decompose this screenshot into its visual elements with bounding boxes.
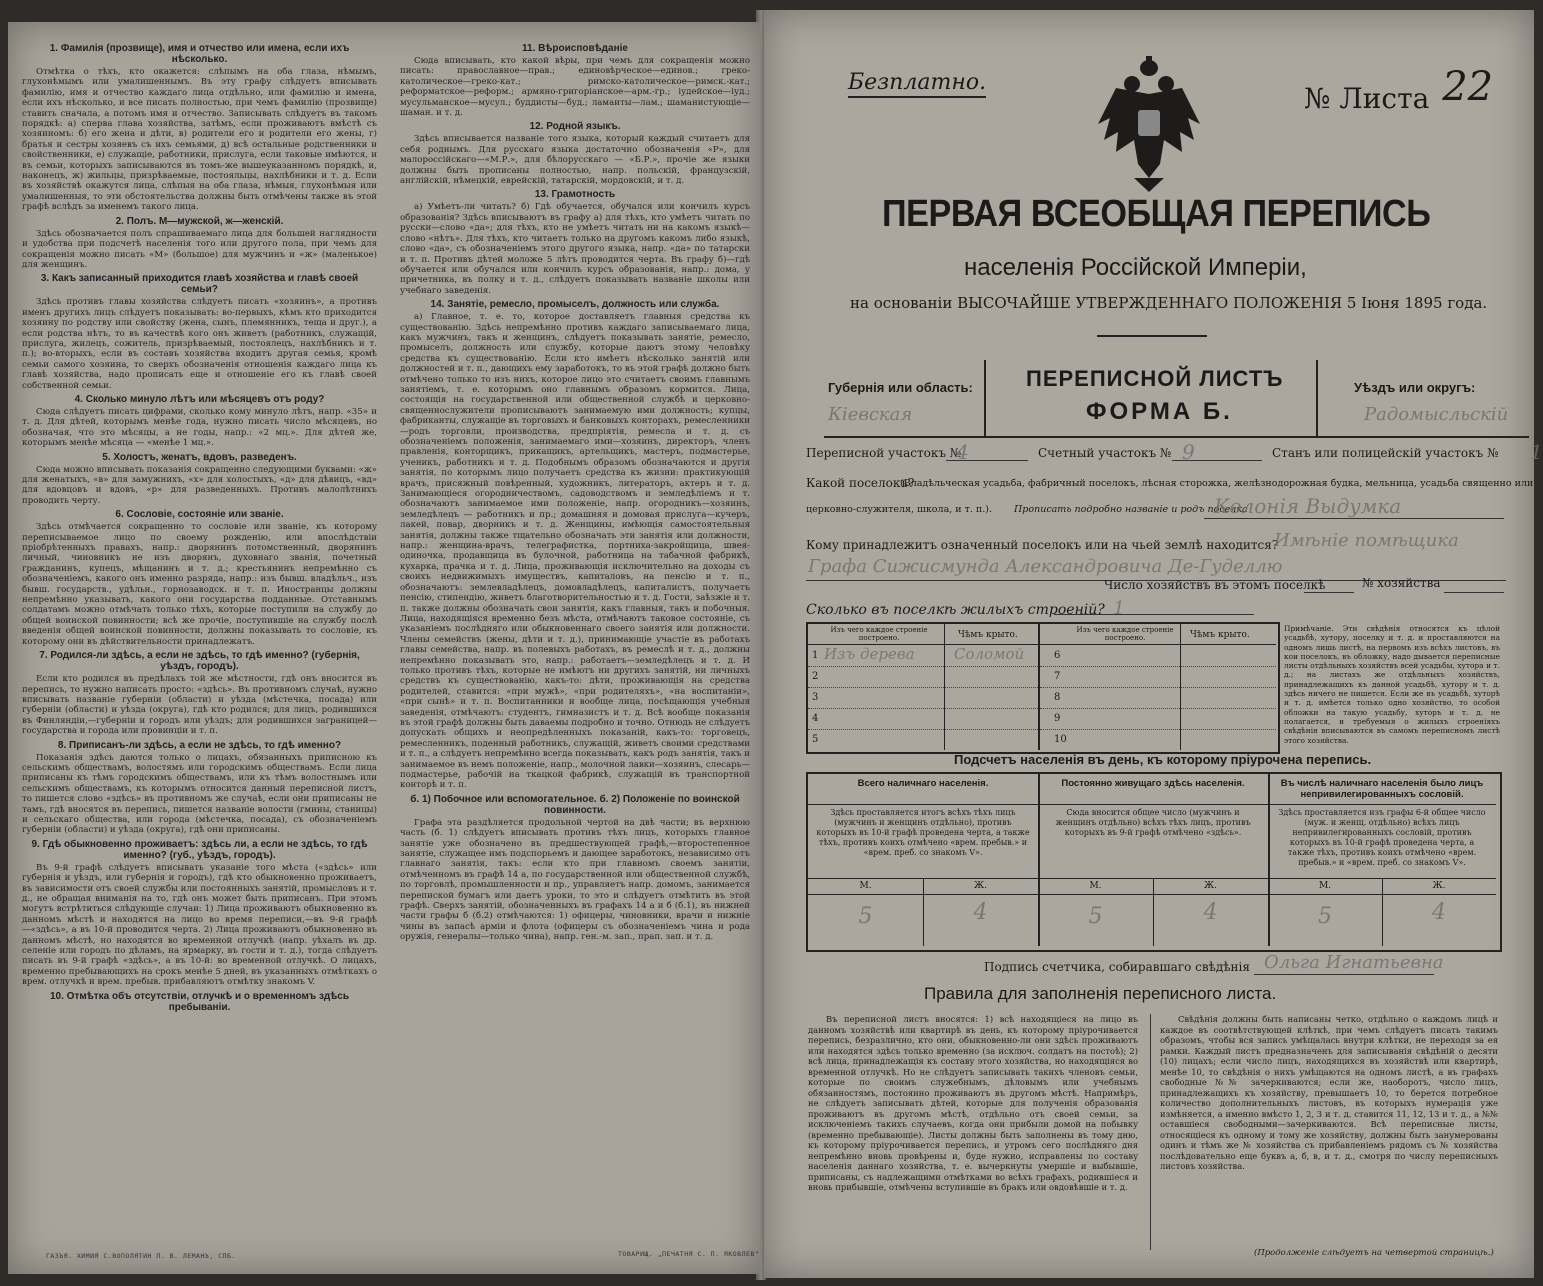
building-material: Изъ дерева <box>824 645 915 663</box>
count-area-value: 9 <box>1182 440 1195 464</box>
population-count-table <box>806 772 1502 952</box>
buildings-note: Примѣчаніе. Эти свѣдѣнія относятся къ цѣлой усадьбѣ, хутору, поселку и т. д. и проставляются на одномъ лишь листѣ, на первомъ изъ всѣхъ листовъ, въ кои поселокъ, въ обложку, надо дывается переписные листы отдѣльныхъ хозяйствъ всей усадьбы, хутора и т. д.; на листахъ же отдѣльныхъ хозяйствъ, принадлежащихъ къ данной усадьбѣ, хутору и т. д. здѣсь ничего не пишется. Если же въ усадьбѣ, хуторѣ и т. д. имѣется только одно хозяйство, то особой обложки на такую усадьбу, хуторъ и т. д. не полагается, и требуемыя о жилыхъ строеніяхъ свѣдѣнія вписываются въ самомъ переписномъ листѣ этого хозяйства. <box>1284 624 1500 745</box>
count-female-label: Ж. <box>1432 881 1446 891</box>
building-row <box>808 729 1038 750</box>
printer-imprint-left: ГАЗЪЯ. ХИМИЯ С.ВОПОЛЯТИН П. В. ЛЕМАНЪ, СПБ. <box>46 1252 236 1260</box>
rules-right-column: Свѣдѣнія должны быть написаны четко, отдѣльно о каждомъ лицѣ и каждое въ соотвѣтствующей клѣткѣ, при чемъ слѣдуетъ писать такимъ образомъ, чтобы вся запись умѣщалась внутри клѣтки, не переходя за ея рамки. Каждый листъ предназначенъ для записыванія свѣдѣній о десяти (10) лицахъ; если число лицъ, находящихся въ хозяйствѣ или квартирѣ, менѣе 10, то свѣдѣнія о нихъ умѣщаются на одномъ листѣ, а въ графахъ свободные №№ зачеркиваются; если же, наоборотъ, число лицъ, принадлежащихъ къ хозяйству, превышаетъ 10, то берется потребное количество дополнительныхъ листовъ, въ которыхъ нумерація уже измѣняется, а именно вмѣсто 1, 2, 3 и т. д. ставится 11, 12, 13 и т. д., а №№ оставшіеся свободными—зачеркиваются. Всѣ переписные листы, относящіеся къ одному и тому же хозяйству, должны быть занумерованы одинъ и тѣмъ же № хозяйства съ прибавленіемъ рядомъ съ № хозяйства послѣдовательно еще буквъ а, б, в, и т. д., смотря по числу переписныхъ листовъ хозяйства. <box>1160 1014 1498 1171</box>
left-section-title: 5. Холостъ, женатъ, вдовъ, разведенъ. <box>102 451 297 463</box>
buildings-label: Сколько въ поселкѣ жилыхъ строеній? 1 <box>806 598 1125 619</box>
building-row <box>808 666 1038 688</box>
left-section-text: Показанія здѣсь даются только о лицахъ, обязанныхъ приписною къ сельскимъ обществамъ, волостямъ или городскимъ обществамъ. Если лица приписаны къ тѣмъ городскимъ обществамъ, или къ тѣмъ волостнымъ или сельскимъ обществамъ, къ которымъ относится данный переписной листъ, то пишется слово «здѣсь» въ противномъ же случаѣ, если они приписаны не тамъ, гдѣ вносятся въ перепись, пишется названіе волости (гмины, станицы) и сельскаго общества, или города (мѣстечка, посада), съ обозначеніемъ губерніи (области) и уѣзда (округа), гдѣ они приписаны. <box>22 752 377 836</box>
census-area-value: 4 <box>956 440 969 464</box>
settlement-value: Колонія Выдумка <box>1214 494 1402 518</box>
count-female-value: 4 <box>1203 900 1218 925</box>
building-row <box>1040 666 1276 688</box>
owner-value-2: Графа Сижисмунда Александровича Де-Гуделлю <box>808 556 1283 577</box>
mid-section-title: 14. Занятіе, ремесло, промыселъ, должность или служба. <box>430 299 720 311</box>
census-area-row <box>806 440 1543 468</box>
count-male-label: М. <box>1089 881 1102 891</box>
count-female-label: Ж. <box>1204 881 1217 891</box>
rules-divider <box>1150 1014 1151 1250</box>
printer-imprint-right: ТОВАРИЩ. „ПЕЧАТНЯ С. П. ЯКОВЛЕВ" <box>618 1250 760 1258</box>
left-section-text: Въ 9-й графѣ слѣдуетъ вписывать указаніе того мѣста («здѣсь» или губернія и уѣздъ, или губернія и городъ), гдѣ кто обыкновенно проживаетъ, въ зависимости отъ своей службы или постоянныхъ занятій, промысловъ и т. д., не обращая вниманія на то, гдѣ онъ может быть приписанъ. При этомъ могутъ встрѣтиться слѣдующіе случаи: 1) Лица проживаютъ обыкновенно въ данномъ мѣстѣ и находятся на лицо во время переписи,—въ 9-й графѣ—«здѣсь», а въ 10-й проводится черта. 2) Лица проживаютъ обыкновенно въ данномъ мѣстѣ, но находятся во временной отлучкѣ (напр. уѣхалъ въ др. селеніе или городъ по дѣламъ, на ярмарку, въ гости и т. д.), тогда слѣдуетъ писать въ 9-й графѣ «здѣсь», а въ 10-й: во временной отлучкѣ. О лицахъ, временно пребывающихъ на срокъ менѣе 5 дней, въ указанныхъ отмѣткахъ о врем. отлучкѣ и врем. пребыв. прибавляютъ отмѣтку знакомъ V. <box>22 862 377 988</box>
count-female-label: Ж. <box>974 881 987 891</box>
instructions-column-left <box>22 40 377 1240</box>
free-label: Безплатно. <box>848 70 986 98</box>
form-title: ПЕРЕПИСНОЙ ЛИСТЪ <box>1026 366 1284 391</box>
mid-section-text: а) Умѣетъ-ли читать? б) Гдѣ обучается, обучался или кончилъ курсъ образованія? Здѣсь вписываютъ въ графу а) для тѣхъ, кто умѣетъ читать по русски—слово «да»; для тѣхъ, кто не умѣетъ читать ни на какомъ языкѣ—слово «нѣтъ». Для тѣхъ, кто читаетъ только на другомъ какомъ либо языкѣ, слово «да», съ обозначеніемъ этого другого языка, напр. «да» по татарски и т. п. Противъ дѣтей моложе 5 лѣтъ проводится черта. Въ графу б)—гдѣ обучается или обучался или кончилъ курсъ образованія, напр.: дома, у причетника, въ полку и т. д., слѣдуетъ показывать названіе школы или учебнаго заведенія. <box>400 202 750 296</box>
building-row-number: 4 <box>812 713 819 724</box>
census-area-label: Переписной участокъ № <box>806 446 962 460</box>
mid-section-text: Здѣсь вписывается названіе того языка, который каждый считаетъ для себя роднымъ. Для русскаго языка достаточно обозначенія «Р», для малороссійскаго—«М.Р.», для бѣлорусскаго — «Б.Р.», прочіе же языки должны быть прописаны полностью, напр. польскій, французскій, англійскій, нѣмецкій, еврейскій, татарскій, мордовскій, и т. д. <box>400 134 750 187</box>
building-row-number: 9 <box>1054 713 1061 724</box>
count-column-desc: Здѣсь проставляется изъ графы 6-й общее число (муж. и женщ. отдѣльно) всѣхъ лицъ непривилегированныхъ сословій, противъ которыхъ въ 10-й графѣ проведена черта, а также тѣхъ, противъ коихъ отмѣчено «врем. пребыв.» и «врем. преб. со знакомъ V». <box>1278 808 1486 867</box>
buildings-table <box>806 622 1280 754</box>
building-row <box>1040 708 1276 730</box>
left-page <box>8 22 760 1274</box>
owner-value-1: Имѣніе помѣщика <box>1274 530 1459 551</box>
imperial-eagle-emblem <box>1094 54 1204 194</box>
rules-title: Правила для заполненія переписного листа. <box>924 984 1277 1003</box>
left-section-title: 1. Фамилія (прозвище), имя и отчество или имена, если ихъ нѣсколько. <box>49 43 350 65</box>
form-code: ФОРМА Б. <box>1086 398 1233 425</box>
count-male-label: М. <box>859 881 872 891</box>
form-header-box <box>804 360 1534 440</box>
rules-left-column: Въ переписной листъ вносятся: 1) всѣ находящіеся на лицо въ данномъ хозяйствѣ или квартирѣ въ день, къ которому пріурочивается перепись, безразлично, кто они, обыкновенно-ли они здѣсь проживаютъ или находятся здѣсь только временно (за исключ. солдатъ на постоѣ); 2) всѣ лица, принадлежащія къ составу этого хозяйства, но находящіяся во временной отлучкѣ. Но не слѣдуетъ записывать такихъ членовъ семьи, которые по своимъ служебнымъ, дѣловымъ или учебнымъ обязанностямъ, постоянно проживаютъ въ другомъ мѣстѣ. Напримѣръ, не слѣдуетъ записывать дѣтей, которые для полученія образованія проживаютъ въ другомъ мѣстѣ, отдѣльно отъ своей семьи, за исключеніемъ такихъ случаевъ, когда они прибыли домой на побывку (временно пребывающіе). Листы должны быть заполнены въ тому дню, къ которому пріурочивается перепись, и утромъ сего послѣдняго дня непремѣнно вновь провѣрены и, буде нужно, исправлены по составу населенія даннаго хозяйства, т. е. вычеркнуты умершіе и выбывшіе, приписаны, съ надлежащими отмѣтками во всѣхъ графахъ, родившіеся и вновь прибывшіе, отмѣчены вступившіе въ бракъ или овдовѣвшіе и т. д. <box>808 1014 1138 1192</box>
section-10-title: 10. Отмѣтка объ отсутствіи, отлучкѣ и о временномъ здѣсь пребываніи. <box>49 990 350 1013</box>
building-row-number: 1 <box>812 650 819 661</box>
continued-note: (Продолженіе слѣдуетъ на четвертой страницѣ.) <box>1254 1248 1494 1258</box>
count-column <box>1268 774 1496 946</box>
left-section-text: Здѣсь противъ главы хозяйства слѣдуетъ писать «хозяинъ», а противъ именъ другихъ лицъ слѣдуетъ показывать: во-первыхъ, кѣмъ кто приходится хозяину по родству или свойству (жена, сынъ, племянникъ, теща и друг.), а если родства нѣтъ, то въ качествѣ кого онъ живетъ (работникъ, служащій, прислуга, жилецъ, сожитель, призрѣваемый, постоялецъ, нахлѣбникъ и т. п.); во-вторыхъ, если въ составъ хозяйства входитъ другая семья, кромѣ семьи самого хозяина, то сверхъ обозначенія отношенія каждаго лица къ главѣ хозяйства, надо прописать еще и отношеніе его къ главѣ своей собственной семьи. <box>22 297 377 391</box>
bt-head-roof-left: Чѣмъ крыто. <box>958 630 1018 640</box>
households-label: Число хозяйствъ въ этомъ поселкѣ <box>1104 578 1326 592</box>
province-value: Кіевская <box>828 404 913 425</box>
bt-head-roof-right: Чѣмъ крыто. <box>1190 630 1250 640</box>
building-row-number: 7 <box>1054 671 1061 682</box>
count-male-value: 5 <box>1088 904 1103 929</box>
title-rule <box>1097 335 1207 337</box>
settlement-hint-1: (Владѣльческая усадьба, фабричный поселокъ, лѣсная сторожка, желѣзнодорожная будка, мельница, усадьба священно или <box>900 478 1534 489</box>
sheet-number-handwritten: 22 <box>1442 64 1494 110</box>
police-label: Станъ или полицейскій участокъ № <box>1272 446 1499 460</box>
mid-section-text: Сюда вписывать, кто какой вѣры, при чемъ для сокращенія можно писать: православное—прав.; единовѣрческое—единов.; греко-католическое—греко-кат.; римско-католическое—римск.-кат.; реформатское—реформ.; армяно-григоріанское—арм.-гр.; іудейское—іуд.; мусульманское—мусул.; буддисты—буд.; ламаиты—лам.; шаманистующіе—шаман. и т. д. <box>400 56 750 119</box>
building-row-number: 6 <box>1054 650 1061 661</box>
left-section-title: 4. Сколько минуло лѣтъ или мѣсяцевъ отъ роду? <box>74 393 325 405</box>
counter-signature-label: Подпись счетчика, собиравшаго свѣдѣнія <box>984 960 1250 974</box>
building-row <box>808 687 1038 709</box>
count-male-value: 5 <box>858 904 873 929</box>
left-section-title: 8. Приписанъ-ли здѣсь, а если не здѣсь, то гдѣ именно? <box>57 739 342 751</box>
mid-section-title: 11. Вѣроисповѣданіе <box>522 43 628 54</box>
mid-section-title: б. 1) Побочное или вспомогательное. б. 2) Положеніе по воинской повинности. <box>410 793 740 816</box>
count-male-value: 5 <box>1318 904 1332 929</box>
building-row-number: 10 <box>1054 734 1067 745</box>
left-section-title: 7. Родился-ли здѣсь, а если не здѣсь, то гдѣ именно? (губернія, уѣздъ, городъ). <box>39 650 360 673</box>
left-section-text: Сюда можно вписывать показанія сокращенно следующими буквами: «ж» для женатыхъ, «в» для замужнихъ, «х» для холостыхъ, «д» для дѣвицъ, «вд» для вдовцовъ и вдовъ, «р» для разведенныхъ. Противъ малолѣтнихъ проводить черту. <box>22 464 377 506</box>
count-male-label: М. <box>1318 881 1332 891</box>
left-section-title: 9. Гдѣ обыкновенно проживаетъ: здѣсь ли, а если не здѣсь, то гдѣ именно? (губ., уѣздъ, городъ). <box>31 838 368 861</box>
mid-section-text: а) Главное, т. е. то, которое доставляетъ главныя средства къ существованію. Здѣсь непремѣнно противъ каждаго записываемаго лица, какъ мужчинъ, такъ и женщинъ, слѣдуетъ показывать занятіе, ремесло, промыселъ, должность или службу, которые даютъ этому человѣку средства къ существованію. Если кто имѣетъ нѣсколько занятій или должностей и т. п., дающихъ ему заработокъ, то въ этой графѣ должно быть отмѣчено только то изъ нихъ, которое лицо это считаетъ своимъ главнымъ занятіемъ, т. е. которымъ оно главнымъ образомъ кормится. Лица, состоящія на государственной или общественной службѣ и церковно-священнослужители прописываютъ занимаемую ими должность; купцы, фабриканты, служащіе въ торговыхъ и банковыхъ конторахъ, ремесленники—родъ торговли, производства, предпріятія, ремесла и т. д. съ обозначеніемъ положенія, занимаемаго ими—хозяинъ, директоръ, членъ правленія, конторщикъ, прикащикъ, артельщикъ, мастеръ, подмастерье, ученикъ, работникъ и т. д. Подобнымъ образомъ обозначаются и другія занятія, по которымъ лицо получаетъ средства къ жизни: практикующій врачъ, присяжный повѣренный, художникъ, литераторъ, актеръ и т. д. Занимающіеся огородничествомъ, садоводствомъ и земледѣліемъ и т. обозначаютъ занимаемое ими положеніе, напр. огородникъ—хозяинъ, земледѣлецъ — работникъ и пр.; домашняя и домовая прислуга—кучеръ, лакей, повар, дворникъ и т. д. Женщины, имѣющія самостоятельныя занятія, должны также тщательно обозначать эти занятія или должности, напр.: женщина-врачъ, телеграфистка, портниха-закройщица, швея-одиночка, продавщица въ булочной, работница на табачной фабрикѣ, кухарка, прачка и т. д. Лица, проживающія исключительно на доходы съ своихъ недвижимыхъ имуществъ, капиталовъ, на пенсію и т. п., обозначаютъ: землевладѣлецъ, домовладѣлецъ, капиталистъ, получаетъ пенсію, стипендію, живетъ благотворительностью и т. д. Гости, заѣзжіе и т. п. также должны обозначать свои занятія, какъ главныя, такъ и побочныя. Лица, находящіяся временно безъ мѣста, отмѣчаютъ таковое состояніе, съ указаніемъ послѣдняго или обыкновеннаго своего занятія или должности. Члены семействъ (жены, дѣти и т. д.), принимающіе участіе въ работахъ главы семейства, напр. въ полевыхъ работахъ, въ ремеслѣ и т. д., должны непремѣнно показывать это, напр.: работаетъ—земледѣлецъ и т. д. И только противъ тѣхъ, которые не имѣютъ ни другихъ занятій, ни личныхъ средствъ къ существованію, какъ-то: дѣти, проживающія на средства родителей, ставится: «при мужѣ», «при родителяхъ», «на воспитаніи», «при сынѣ» и т. п. Воспитанники и вообще лица, посѣщающія учебныя заведенія, отмѣчаютъ: студентъ, гимназистъ и т. д. Всѣ вообще показанія въ этой графѣ должны быть даваемы подробно и точно. Отнюдь не слѣдуетъ допускать общихъ и неопредѣленныхъ показаній, какъ-то: торговецъ, ремесленникъ, поденный работникъ, служащій, живетъ своими средствами и т. п., а слѣдуетъ непремѣнно всегда показывать, какъ родъ занятія, такъ и занимаемое въ немъ положеніе, напр., молочной лавки—хозяинъ, слесарь—подмастерье, рабочій на ткацкой фабрикѣ, служащій въ транспортной конторѣ и т. п. <box>400 312 750 791</box>
count-female-value: 4 <box>973 900 988 925</box>
count-area-label: Счетный участокъ № <box>1038 446 1172 460</box>
census-basis: на основаніи ВЫСОЧАЙШЕ УТВЕРЖДЕННАГО ПОЛОЖЕНІЯ 5 Іюня 1895 года. <box>850 294 1488 312</box>
police-value: 1 <box>1530 440 1543 464</box>
mid-section-title: 13. Грамотность <box>534 189 616 201</box>
building-row <box>1040 645 1276 667</box>
district-value: Радомысльскій <box>1364 404 1509 425</box>
count-column-desc: Сюда вносится общее число (мужчинъ и женщинъ отдѣльно) всѣхъ тѣхъ лицъ, противъ которыхъ въ 9-й графѣ отмѣчено «здѣсь». <box>1055 808 1251 837</box>
mid-section-title: 12. Родной языкъ. <box>529 121 621 133</box>
count-column <box>808 774 1040 946</box>
right-page <box>764 10 1543 1278</box>
count-column-desc: Здѣсь проставляется итогъ всѣхъ тѣхъ лицъ (мужчинъ и женщинъ отдѣльно), противъ которыхъ въ 10-й графѣ проведена черта, а также тѣхъ, противъ коихъ отмѣчено «врем. пребыв.» и «врем. преб. со знакомъ V». <box>816 808 1030 857</box>
settlement-hint-2: церковно-служителя, школа, и т. п.). <box>806 504 992 515</box>
count-column-head: Постоянно живущаго здѣсь населенія. <box>1061 778 1245 789</box>
building-row <box>808 645 1038 667</box>
left-section-title: 3. Какъ записанный приходится главѣ хозяйства и главѣ своей семьи? <box>40 273 359 296</box>
census-title: ПЕРВАЯ ВСЕОБЩАЯ ПЕРЕПИСЬ <box>882 193 1431 235</box>
settlement-label: Какой поселокъ? <box>806 476 915 490</box>
count-column-head: Въ числѣ наличнаго населенія было лицъ непривилегированныхъ сословій. <box>1280 778 1484 800</box>
sheet-number <box>1304 64 1494 118</box>
left-section-text: Здѣсь отмѣчается сокращенно то сословіе или званіе, къ которому переписываемое лицо по своему рожденію, или впослѣдствіи пріобрѣтенныхъ правахъ, напр.: дворянинъ потомственный, дворянинъ личный, чиновникъ не изъ дворянъ, духовнаго званія, почетный гражданинъ, купецъ, мѣщанинъ и т. д.; крестьянинъ непремѣнно съ обозначеніемъ, какого онъ именно разряда, напр.: изъ бывш. владѣльч., изъ бывш. государств., удѣльн., горнозаводск. и т. п. Иностранцы должны непремѣнно указывать, какого они государства подданные. Отставнымъ солдатамъ можно отмѣчать только тѣхъ, которые поступили на службу до общей воинской повинности; всѣ же прочіе, поступившіе на службу послѣ введенія общей воинской повинности, должны показывать то сословіе, къ которому они въ дѣйствительности принадлежатъ. <box>22 522 377 647</box>
left-section-text: Если кто родился въ предѣлахъ той же мѣстности, гдѣ онъ вносится въ перепись, то нужно написать просто: «здѣсь». Въ противномъ случаѣ, нужно вписывать названіе губерніи (области) и уѣзда (мѣстечка, посада) или губерніи (области) и уѣзда (округа), гдѣ кто родился; для лицъ, родившихся въ Финляндіи,—губерніи и городъ или уѣздъ; для родившихся заграницей—государства и города или провинціи и т. п. <box>22 674 377 737</box>
buildings-value: 1 <box>1113 598 1125 619</box>
instructions-column-right <box>400 40 750 1240</box>
province-label: Губернія или область: <box>828 380 973 395</box>
left-section-text: Сюда слѣдуетъ писать цифрами, сколько кому минуло лѣтъ, напр. «35» и т. д. Для дѣтей, которымъ менѣе года, нужно писать число мѣсяцевъ, но обозначая, что это мѣсяцы, а не годы, напр.: «2 мц.». Для дѣтей же, которымъ менѣе мѣсяца — «менѣе 1 мц.». <box>22 406 377 449</box>
building-row-number: 5 <box>812 734 819 745</box>
settlement-hint-3: Прописать подробно названіе и родъ поселка <box>1014 504 1248 515</box>
owner-label: Кому принадлежитъ означенный поселокъ или на чьей землѣ находится? <box>806 538 1279 552</box>
population-count-title: Подсчетъ населенія въ день, къ которому пріурочена перепись. <box>954 752 1372 767</box>
left-section-title: 6. Сословіе, состояніе или званіе. <box>115 509 284 521</box>
settlement-underline <box>1204 518 1504 519</box>
left-section-text: Здѣсь обозначается полъ спрашиваемаго лица для большей наглядности и удобства при подсчетѣ населенія того или другого пола, при чемъ для сокращенія можно писать «М» (большое) для мужчинъ и «ж» (маленькое) для женщинъ. <box>22 228 377 270</box>
mid-section-text: Графа эта раздѣляется продольной чертой на двѣ части; въ верхнюю часть (б. 1) слѣдуетъ вписывать противъ тѣхъ лицъ, которыхъ главное занятіе уже обозначено въ предшествующей графѣ,—второстепенное занятіе, служащее имъ подспорьемъ и дающее заработокъ, независимо отъ главнаго занятія, такъ: если кто при главномъ своемъ занятіи, отмѣченномъ въ графѣ 14 а, по государственной или общественной службѣ, по торговлѣ, промышленности и пр., управляетъ напр. домомъ, занимается перепиской бумагъ или даетъ уроки, то это и слѣдуетъ отмѣтить въ этой графѣ. Сверхъ занятій, обозначенныхъ въ графахъ 14 а и б (б.1), въ нижней части графы б (б.2) отмѣчаются: 1) офицеры, чиновники, врачи и нижніе чины въ запасѣ арміи и флота (офицеры съ обозначеніемъ чина и рода оружія, генералы—только чина), напр. ген.-м. зап., прап. зап. и т. д. <box>400 817 750 943</box>
building-row-number: 3 <box>812 692 819 703</box>
bt-head-material-left: Изъ чего каждое строеніе построено. <box>830 626 928 642</box>
form-title-box <box>984 360 1318 436</box>
count-column-head: Всего наличнаго населенія. <box>857 778 989 789</box>
counter-signature-value: Ольга Игнатьевна <box>1264 952 1444 973</box>
building-row <box>808 708 1038 730</box>
building-row-number: 8 <box>1054 692 1061 703</box>
count-column <box>1038 774 1270 946</box>
building-row <box>1040 729 1276 750</box>
building-row-number: 2 <box>812 671 819 682</box>
count-female-value: 4 <box>1432 900 1446 925</box>
district-label: Уѣздъ или округъ: <box>1354 380 1476 395</box>
sheet-number-label: № Листа <box>1304 82 1430 115</box>
census-subtitle: населенія Россійской Имперіи, <box>964 254 1307 281</box>
building-row <box>1040 687 1276 709</box>
left-section-title: 2. Полъ. М—мужской, ж—женскій. <box>115 215 284 227</box>
building-roof: Соломой <box>954 645 1025 663</box>
bt-head-material-right: Изъ чего каждое строеніе построено. <box>1076 626 1174 642</box>
left-section-text: Отмѣтка о тѣхъ, кто окажется: слѣпымъ на оба глаза, нѣмымъ, глухонѣмымъ или умалишеннымъ. Въ эту графу слѣдуетъ вписывать фамилію, имя и отчество каждаго лица отдѣльно, или фамилію и имена, если ихъ нѣсколько, и все писать полностью, при чемъ фамилію (прозвище) ставить сначала, а потомъ имя и отчество. Записывать слѣдуетъ въ такомъ порядкѣ: а) сперва глава хозяйства, затѣмъ, если проживаютъ вмѣстѣ съ хозяиномъ: б) его жена и дѣти, в) родители его и родители его жены, г) братья и сестры хозяевъ съ ихъ семьями, д) всѣ остальные родственники и свойственники, е) служащіе, работники, прислуга, если таковые имѣются, и въ семьи, которыхъ записываются въ томъ-же вышеуказанномъ порядкѣ, и, наконецъ, ж) жильцы, призрѣваемые, постояльцы, нахлѣбники и т. д. Если въ хозяйствѣ окажутся лица, слѣпыя на оба глаза, нѣмыя, глухонѣмыя или умалишенныя, то эти обстоятельства должны быть отмѣчены также въ этой графѣ вслѣдъ за именемъ такого лица. <box>22 67 377 213</box>
header-box-rule <box>824 436 1529 438</box>
household-number-label: № хозяйства <box>1362 576 1441 590</box>
